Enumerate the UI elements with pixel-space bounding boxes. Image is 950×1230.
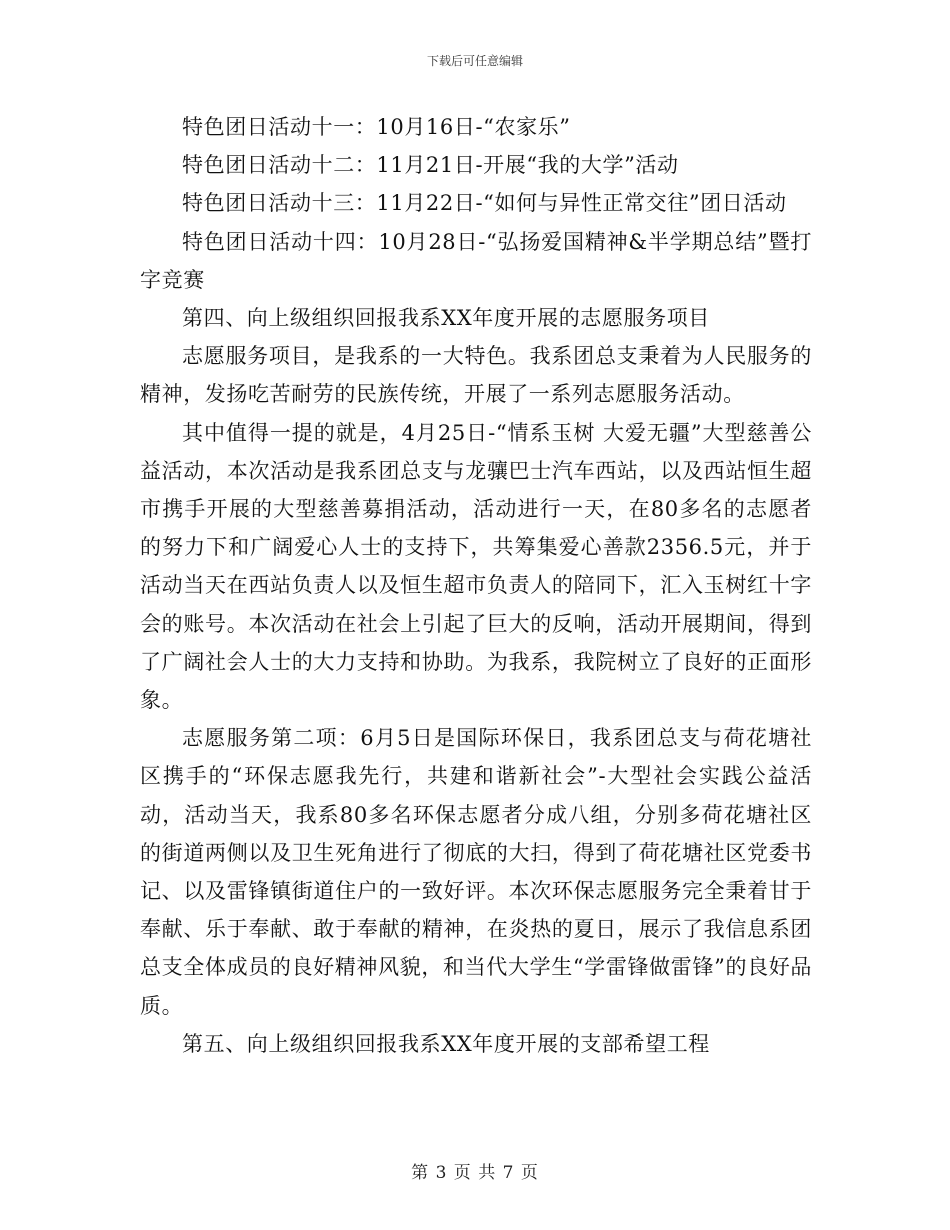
document-body <box>140 108 812 1063</box>
paragraph-activity-12: 特色团日活动十二：11月21日-开展“我的大学”活动 <box>182 153 679 178</box>
section-heading-volunteer: 第四、向上级组织回报我系XX年度开展的志愿服务项目 <box>182 306 710 331</box>
section-heading-hope-project: 第五、向上级组织回报我系XX年度开展的支部希望工程 <box>182 1031 710 1056</box>
paragraph-charity-event: 其中值得一提的就是，4月25日-“情系玉树 大爱无疆”大型慈善公益活动，本次活动是我系团总支与龙骧巴士汽车西站，以及西站恒生超市携手开展的大型慈善募捐活动，活动进行一天，在80多名的志愿者的努力下和广阔爱心人士的支持下，共筹集爱心善款2356.5元，并于活动当天在西站负责人以及恒生超市负责人的陪同下，汇入玉树红十字会的账号。本次活动在社会上引起了巨大的反响，活动开展期间，得到了广阔社会人士的大力支持和协助。为我系，我院树立了良好的正面形象。 <box>140 420 812 713</box>
header-note: 下载后可任意编辑 <box>426 54 523 68</box>
paragraph-activity-13: 特色团日活动十三：11月22日-“如何与异性正常交往”团日活动 <box>182 191 787 216</box>
paragraph-activity-11: 特色团日活动十一：10月16日-“农家乐” <box>182 115 571 139</box>
paragraph-environment-event: 志愿服务第二项：6月5日是国际环保日，我系团总支与荷花塘社区携手的“环保志愿我先行，共建和谐新社会”-大型社会实践公益活动，活动当天，我系80多名环保志愿者分成八组，分别多荷花塘社区的街道两侧以及卫生死角进行了彻底的大扫，得到了荷花塘社区党委书记、以及雷锋镇街道住户的一致好评。本次环保志愿服务完全秉着甘于奉献、乐于奉献、敢于奉献的精神，在炎热的夏日，展示了我信息系团总支全体成员的良好精神风貌，和当代大学生“学雷锋做雷锋”的良好品质。 <box>140 726 812 1018</box>
page-number: 第 3 页 共 7 页 <box>411 1163 539 1183</box>
paragraph-volunteer-intro: 志愿服务项目，是我系的一大特色。我系团总支秉着为人民服务的精神，发扬吃苦耐劳的民族传统，开展了一系列志愿服务活动。 <box>140 344 812 407</box>
paragraph-activity-14: 特色团日活动十四：10月28日-“弘扬爱国精神&半学期总结”暨打字竞赛 <box>140 229 812 292</box>
